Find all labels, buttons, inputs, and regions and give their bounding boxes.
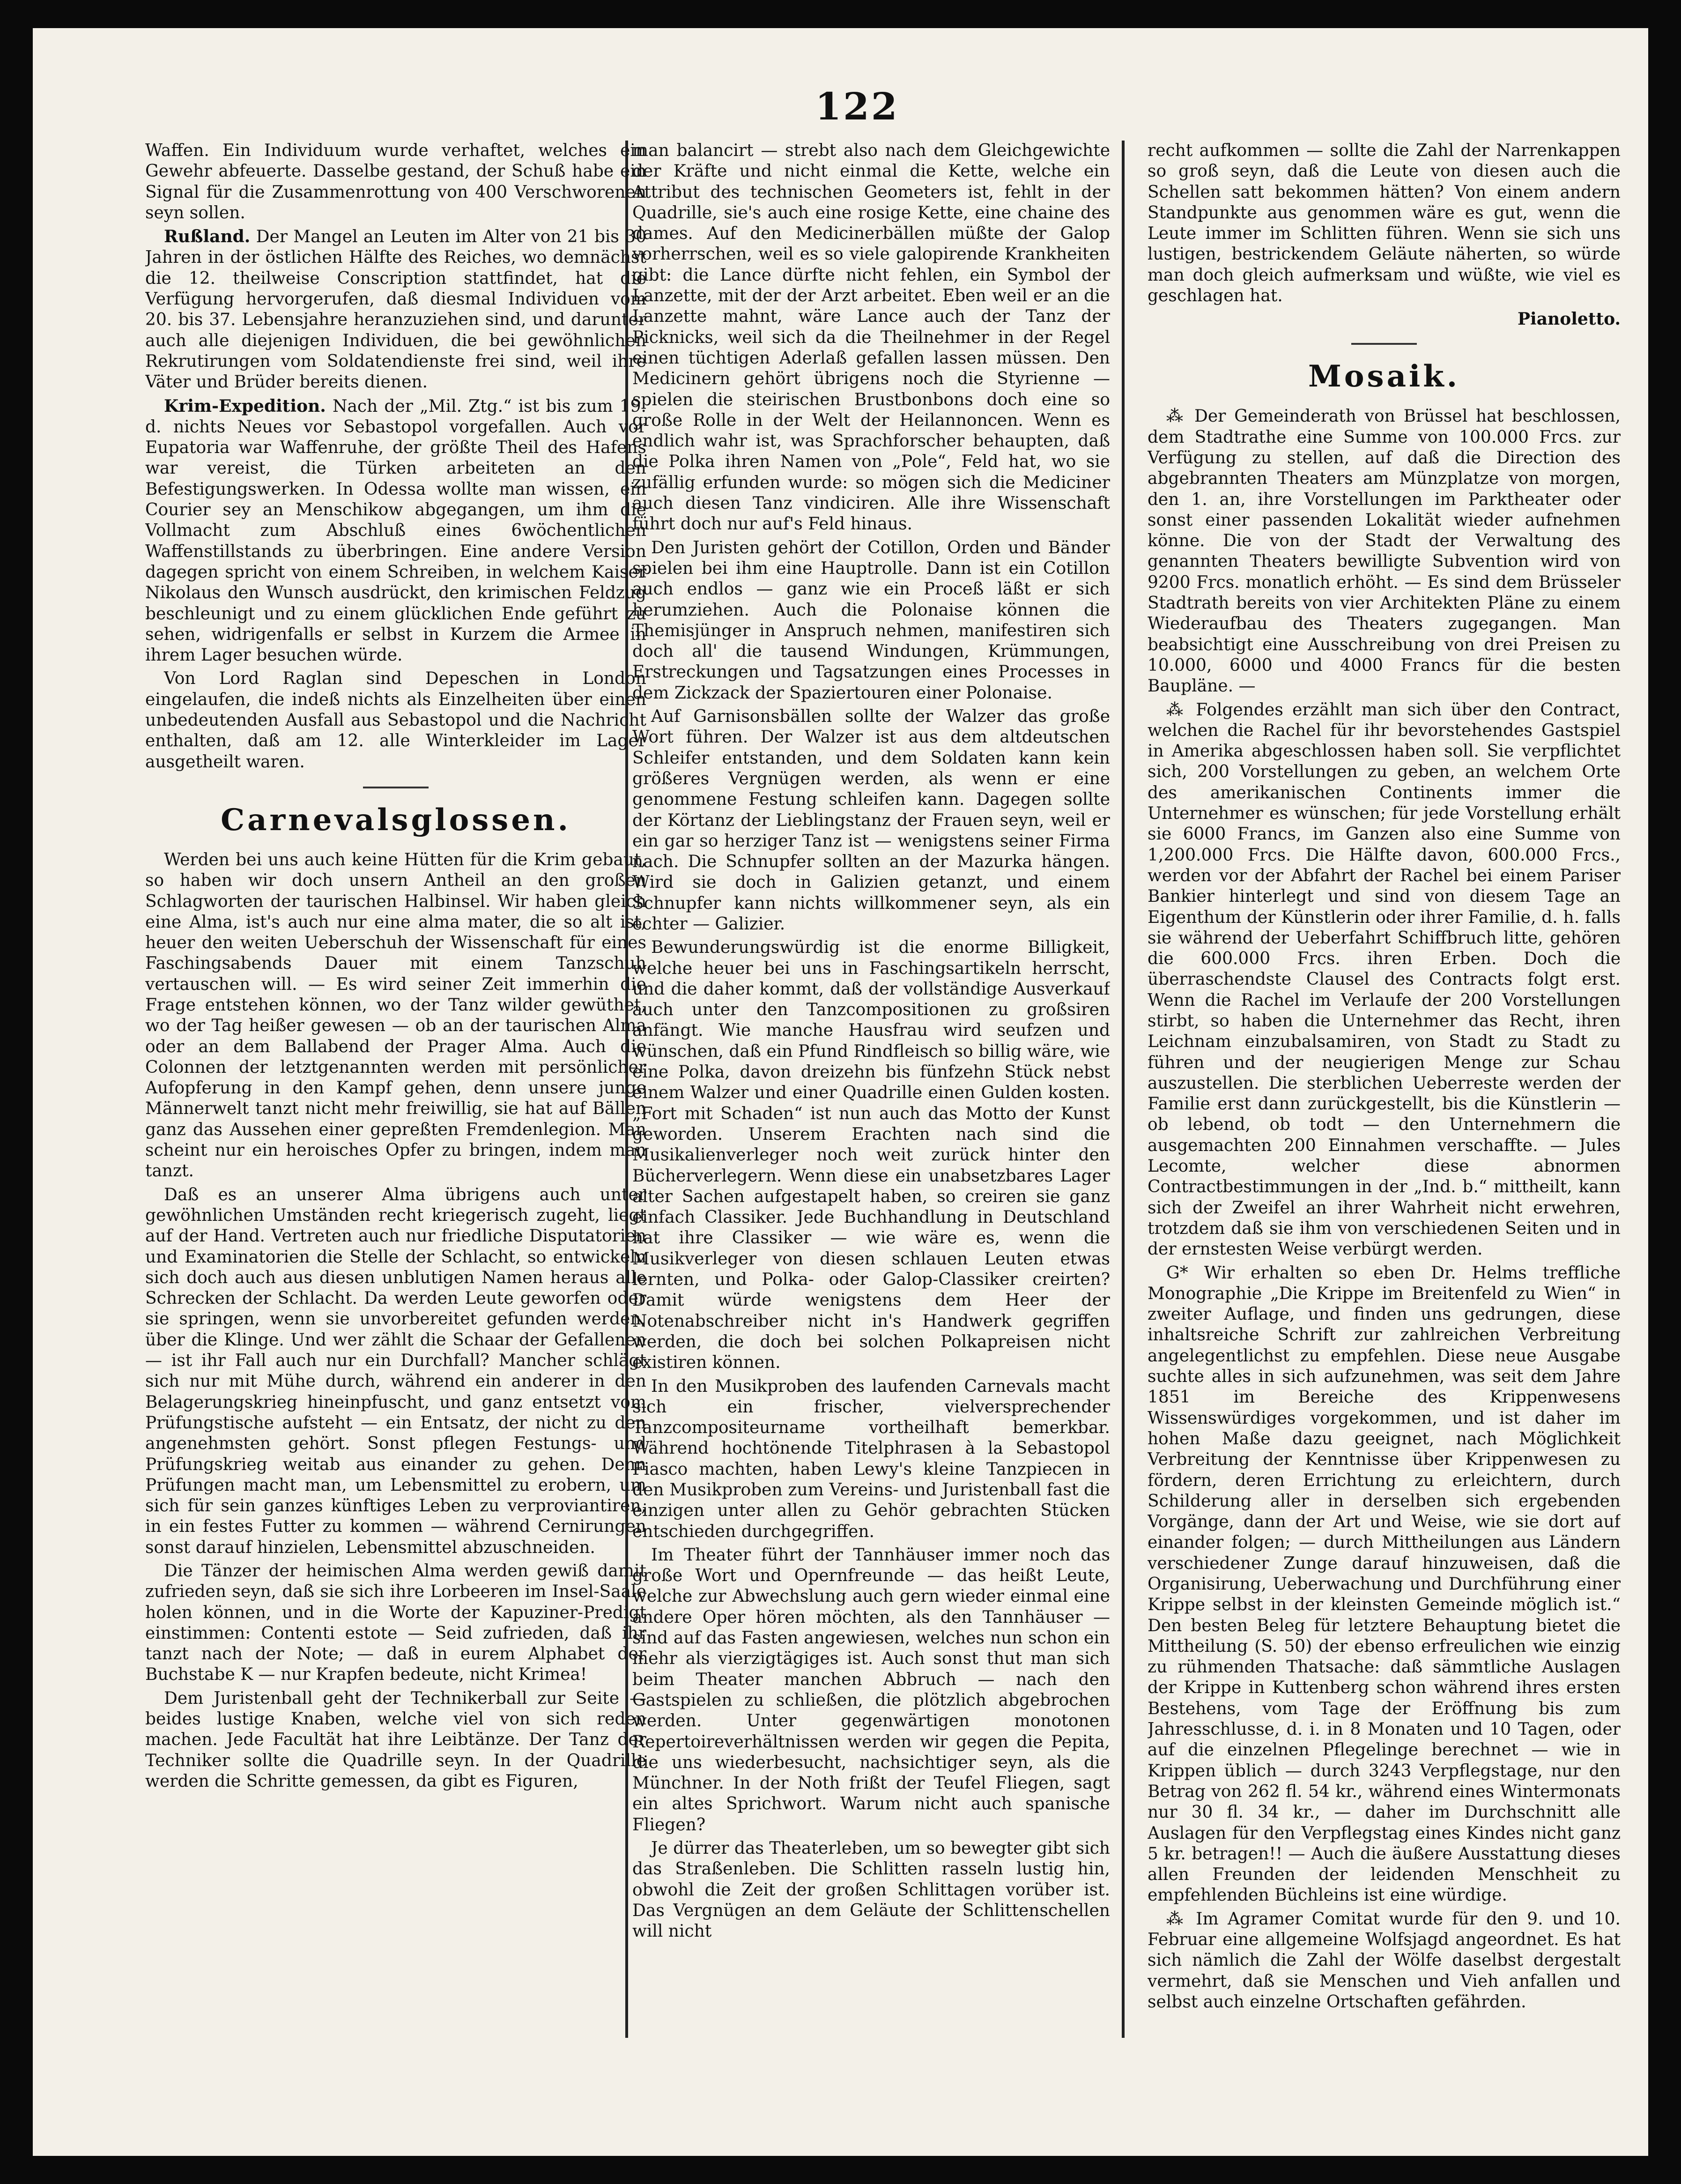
section-heading: Mosaik. [1308,359,1460,394]
section-divider [363,787,429,788]
article-paragraph: Die Tänzer der heimischen Alma werden gewiß damit zufrieden seyn, daß sie sich ihre Lorbeeren im Insel-Saale holen können, und in die Worte der Kapuziner-Predigt einstimmen: Contenti estote — Seid zufrieden, daß ihr tanzt nach der Note; — daß in eurem Alphabet der Buchstabe K — nur Krapfen bedeute, nicht Krimea! [145,1561,646,1685]
author-signature: Pianoletto. [1517,309,1621,329]
mosaic-item: ⁂ Der Gemeinderath von Brüssel hat beschlossen, dem Stadtrathe eine Summe von 100.000 Frcs. zur Verfügung zu stellen, auf daß die Direction des abgebrannten Theaters am Münzplatze von morgen, den 1. an, ihre Vorstellungen im Parktheater oder sonst einer passenden Lokalität wieder aufnehmen könne. Die von der Stadt der Verwaltung des genannten Theaters bewilligte Subvention wird von 9200 Frcs. monatlich erhöht. — Es sind dem Brüsseler Stadtrath bereits von vier Architekten Pläne zu einem Wiederaufbau des Theaters zugegangen. Man beabsichtigt eine Ausschreibung von drei Preisen zu 10.000, 6000 und 4000 Francs für die besten Baupläne. — [1148,407,1621,696]
article-paragraph: Bewunderungswürdig ist die enorme Billigkeit, welche heuer bei uns in Faschingsartikeln herrscht, und die daher kommt, daß der vollständige Ausverkauf auch unter den Tanzcompositionen zu großsiren anfängt. Wie manche Hausfrau wird seufzen und wünschen, daß ein Pfund Rindfleisch so billig wäre, wie eine Polka, davon dreizehn bis fünfzehn Stück nebst einem Walzer und einer Quadrille einen Gulden kosten. „Fort mit Schaden“ ist nun auch das Motto der Kunst geworden. Unserem Erachten nach sind die Musikalienverleger noch weit zurück hinter den Bücherverlegern. Wenn diese ein unabsetzbares Lager alter Sachen aufgestapelt haben, so creiren sie ganz einfach Classiker. Jede Buchhandlung in Deutschland hat ihre Classiker — wie wäre es, wenn die Musikverleger von diesen schlauen Leuten etwas lernten, und Polka- oder Galop-Classiker creirten? Damit würde wenigstens dem Heer der Notenabschreiber nicht in's Handwerk gegriffen werden, die doch bei solchen Polkapreisen nicht existiren können. [632,938,1110,1373]
article-paragraph: Auf Garnisonsbällen sollte der Walzer das große Wort führen. Der Walzer ist aus dem altdeutschen Schleifer entstanden, und dem Soldaten kann kein größeres Vergnügen werden, als wenn er eine genommene Festung schleifen kann. Dagegen sollte der Körtanz der Lieblingstanz der Frauen seyn, weil er ein gar so herziger Tanz ist — wenigstens seiner Firma nach. Die Schnupfer sollten an der Mazurka hängen. Wird sie doch in Galizien getanzt, und einem Schnupfer kann nichts willkommener seyn, als ein echter — Galizier. [632,707,1110,934]
column-left [145,141,646,2043]
article-paragraph: Werden bei uns auch keine Hütten für die Krim gebaut, so haben wir doch unsern Antheil an den großen Schlagworten der taurischen Halbinsel. Wir haben gleich eine Alma, ist's auch nur eine alma mater, die so alt ist, heuer den weiten Ueberschuh der Wissenschaft für eines Faschingsabends Dauer mit einem Tanzschuh vertauschen will. — Es wird seiner Zeit immerhin die Frage entstehen können, wo der Tanz wilder gewüthet, wo der Tag heißer gewesen — ob an der taurischen Alma oder an dem Ballabend der Prager Alma. Auch die Colonnen der letztgenannten werden mit persönlicher Aufopferung in den Kampf gehen, denn unsere junge Männerwelt tanzt nicht mehr freiwillig, sie hat auf Bällen ganz das Aussehen einer gepreßten Fremdenlegion. Man scheint nur ein heroisches Opfer zu bringen, indem man tanzt. [145,850,646,1181]
article-paragraph: Daß es an unserer Alma übrigens auch unter gewöhnlichen Umständen recht kriegerisch zugeht, liegt auf der Hand. Vertreten auch nur friedliche Disputatorien und Examinatorien die Stelle der Schlacht, so entwickeln sich doch auch aus diesen unblutigen Namen heraus alle Schrecken der Schlacht. Da werden Leute geworfen oder sie springen, wenn sie unvorbereitet gefunden werden, über die Klinge. Und wer zählt die Schaar der Gefallenen — ist ihr Fall auch nur ein Durchfall? Mancher schlägt sich nur mit Mühe durch, während ein anderer in den Belagerungskrieg hineinpfuscht, und ganz entsetzt vom Prüfungstische aufsteht — ein Entsatz, der nicht zu den angenehmsten gehört. Sonst pflegen Festungs- und Prüfungskrieg weitab aus einander zu gehen. Denn Prüfungen macht man, um Lebensmittel zu erobern, um sich für sein ganzes künftiges Leben zu verproviantiren, in ein festes Futter zu kommen — während Cernirungen sonst darauf hinzielen, Lebensmittel abzuschneiden. [145,1185,646,1557]
column-middle [632,141,1110,2043]
article-paragraph: Waffen. Ein Individuum wurde verhaftet, welches ein Gewehr abfeuerte. Dasselbe gestand, der Schuß habe ein Signal für die Zusammenrottung von 400 Verschworenen seyn sollen. [145,141,646,223]
news-text: Nach der „Mil. Ztg.“ ist bis zum 19. d. nichts Neues vor Sebastopol vorgefallen. Auch vor Eupatoria war Waffenruhe, der größte Theil des Hafens war vereist, die Türken arbeiteten an den Befestigungswerken. In Odessa wollte man wissen, ein Courier sey an Menschikow abgegangen, um ihm die Vollmacht zum Abschluß eines 6wöchentlichen Waffenstillstands zu überbringen. Eine andere Version dagegen spricht von einem Schreiben, in welchem Kaiser Nikolaus den Wunsch ausdrückt, den krimischen Feldzug beschleunigt und zu einem glücklichen Ende geführt zu sehen, widrigenfalls er selbst in Kurzem die Armee in ihrem Lager besuchen würde. [145,396,646,665]
section-heading: Carnevalsglossen. [221,802,571,838]
news-russland [145,226,646,393]
article-paragraph: Von Lord Raglan sind Depeschen in London eingelaufen, die indeß nichts als Einzelheiten über einen unbedeutenden Ausfall aus Sebastopol und die Nachricht enthalten, daß am 12. alle Winterkleider im Lager ausgetheilt waren. [145,669,646,772]
column-right [1148,141,1621,2043]
column-rule [1122,141,1125,2038]
news-krim [145,396,646,666]
article-paragraph: man balancirt — strebt also nach dem Gleichgewichte der Kräfte und nicht einmal die Kette, welche ein Attribut des technischen Geometers ist, fehlt in der Quadrille, sie's auch eine rosige Kette, eine chaine des dames. Auf den Medicinerbällen müßte der Galop vorherrschen, weil es so viele galopirende Krankheiten gibt: die Lance dürfte nicht fehlen, ein Symbol der Lanzette, mit der der Arzt arbeitet. Eben weil er an die Lanzette mahnt, wäre Lance auch der Tanz der Picknicks, weil sich da die Theilnehmer in der Regel einen tüchtigen Aderlaß gefallen lassen müssen. Den Medicinern gehört übrigens noch die Styrienne — spielen die steirischen Brustbonbons doch eine so große Rolle in der Welt der Heilannoncen. Wenn es endlich wahr ist, was Sprachforscher behaupten, daß die Polka ihren Namen von „Pole“, Feld hat, wo sie zufällig erfunden wurde: so mögen sich die Mediciner auch diesen Tanz vindiciren. Alle ihre Wissenschaft führt doch nur auf's Feld hinaus. [632,141,1110,534]
article-paragraph: Den Juristen gehört der Cotillon, Orden und Bänder spielen bei ihm eine Hauptrolle. Dann ist ein Cotillon auch endlos — ganz wie ein Proceß läßt er sich herumziehen. Auch die Polonaise können die Themisjünger in Anspruch nehmen, manifestiren sich doch all' die tausend Windungen, Krümmungen, Erstreckungen und Tagsatzungen eines Processes in dem Zickzack der Spaziertouren einer Polonaise. [632,538,1110,703]
mosaic-item: ⁂ Im Agramer Comitat wurde für den 9. und 10. Februar eine allgemeine Wolfsjagd angeordnet. Es hat sich nämlich die Zahl der Wölfe daselbst dergestalt vermehrt, daß sie Menschen und Vieh anfallen und selbst auch einzelne Ortschaften gefährden. [1148,1909,1621,2012]
mosaic-item: ⁂ Folgendes erzählt man sich über den Contract, welchen die Rachel für ihr bevorstehendes Gastspiel in Amerika abgeschlossen haben soll. Sie verpflichtet sich, 200 Vorstellungen zu geben, an welchem Orte des amerikanischen Continents immer die Unternehmer es wünschen; für jede Vorstellung erhält sie 6000 Francs, im Ganzen also eine Summe von 1,200.000 Frcs. Die Hälfte davon, 600.000 Frcs., werden vor der Abfahrt der Rachel bei einem Pariser Bankier hinterlegt und sind von diesem Tage an Eigenthum der Künstlerin oder ihrer Familie, d. h. falls sie während der Ueberfahrt Schiffbruch litte, gehören die 600.000 Frcs. ihren Erben. Doch die überraschendste Clausel des Contracts folgt erst. Wenn die Rachel im Verlaufe der 200 Vorstellungen stirbt, so haben die Unternehmer das Recht, ihren Leichnam einzubalsamiren, von Stadt zu Stadt zu führen und der neugierigen Menge zur Schau auszustellen. Die sterblichen Ueberreste werden der Familie erst dann zurückgestellt, bis die Künstlerin — ob lebend, ob todt — den Unternehmern die ausgemachten 200 Einnahmen verschaffte. — Jules Lecomte, welcher diese abnormen Contractbestimmungen in der „Ind. b.“ mittheilt, kann sich der Zweifel an ihrer Wahrheit nicht erwehren, trotzdem daß sie ihm von verschiedenen Seiten und in der ernstesten Weise verbürgt werden. [1148,700,1621,1259]
article-paragraph: In den Musikproben des laufenden Carnevals macht sich ein frischer, vielversprechender Tanzcompositeurname vortheilhaft bemerkbar. Während hochtönende Titelphrasen à la Sebastopol Fiasco machten, haben Lewy's kleine Tanzpiecen in den Musikproben zum Vereins- und Juristenball fast die einzigen unter allen zu Gehör gebrachten Stücken entschieden durchgegriffen. [632,1376,1110,1541]
section-divider [1351,343,1417,345]
article-paragraph: Je dürrer das Theaterleben, um so bewegter gibt sich das Straßenleben. Die Schlitten rasseln lustig hin, obwohl die Zeit der großen Schlittagen vorüber ist. Das Vergnügen an dem Geläute der Schlittenschellen will nicht [632,1839,1110,1941]
news-text: Der Mangel an Leuten im Alter von 21 bis 30 Jahren in der östlichen Hälfte des Reiches, wo demnächst die 12. theilweise Conscription stattfindet, hat die Verfügung hervorgerufen, daß diesmal Individuen vom 20. bis 37. Lebensjahre heranzuziehen sind, und darunter auch alle diejenigen Individuen, die bei gewöhnlichen Rekrutirungen vom Soldatendienste frei sind, weil ihre Väter und Brüder bereits dienen. [145,227,646,392]
article-paragraph: Dem Juristenball geht der Technikerball zur Seite — beides lustige Knaben, welche viel von sich reden machen. Jede Facultät hat ihre Leibtänze. Der Tanz der Techniker sollte die Quadrille seyn. In der Quadrille werden die Schritte gemessen, da gibt es Figuren, [145,1688,646,1791]
news-lead: Krim-Expedition. [164,396,326,416]
article-paragraph: Im Theater führt der Tannhäuser immer noch das große Wort und Opernfreunde — das heißt Leute, welche zur Abwechslung auch gern wieder einmal eine andere Oper hören möchten, als den Tannhäuser — sind auf das Fasten angewiesen, welches nun schon ein mehr als vierzigtägiges ist. Auch sonst thut man sich beim Theater manchen Abbruch — nach den Gastspielen zu schließen, die plötzlich abgebrochen werden. Unter gegenwärtigen monotonen Repertoireverhältnissen werden wir gegen die Pepita, die uns wiederbesucht, nachsichtiger seyn, als die Münchner. In der Noth frißt der Teufel Fliegen, sagt ein altes Sprichwort. Warum nicht auch spanische Fliegen? [632,1545,1110,1835]
newspaper-page [33,28,1648,2156]
article-paragraph: recht aufkommen — sollte die Zahl der Narrenkappen so groß seyn, daß die Leute von diesen auch die Schellen satt bekommen hätten? Von einem andern Standpunkte aus genommen wäre es gut, wenn die Leute immer im Schlitten führen. Wenn sie sich uns lustigen, bestrickendem Geläute näherten, so würde man doch gleich aufmerksam und wüßte, wie viel es geschlagen hat. [1148,141,1621,306]
page-number: 122 [815,84,899,128]
mosaic-item: G* Wir erhalten so eben Dr. Helms treffliche Monographie „Die Krippe im Breitenfeld zu Wien“ in zweiter Auflage, und finden uns gedrungen, diese inhaltsreiche Schrift zur zahlreichen Verbreitung angelegentlichst zu empfehlen. Diese neue Ausgabe suchte alles in sich aufzunehmen, was seit dem Jahre 1851 im Bereiche des Krippenwesens Wissenswürdiges vorgekommen, und ist daher im hohen Maße dazu geeignet, nach Möglichkeit Verbreitung der Kenntnisse über Krippenwesen zu fördern, deren Errichtung zu erleichtern, durch Schilderung aller in derselben sich ergebenden Vorgänge, dann der Art und Weise, wie sie dort auf einander folgen; — durch Mittheilungen aus Ländern verschiedener Zunge darauf hinzuweisen, daß die Organisirung, Ueberwachung und Durchführung einer Krippe selbst in der kleinsten Gemeinde möglich ist.“ Den besten Beleg für letztere Behauptung bietet die Mittheilung (S. 50) der ebenso erfreulichen wie einzig zu rühmenden Thatsache: daß sämmtliche Auslagen der Krippe in Kuttenberg schon während ihres ersten Bestehens, vom Tage der Eröffnung bis zum Jahresschlusse, d. i. in 8 Monaten und 10 Tagen, oder auf die einzelnen Pflegelinge berechnet — wie in Krippen üblich — durch 3243 Verpflegstage, nur den Betrag von 262 fl. 54 kr., während eines Wintermonats nur 30 fl. 34 kr., — daher im Durchschnitt alle Auslagen für den Verpflegstag eines Kindes nicht ganz 5 kr. betragen!! — Auch die äußere Ausstattung dieses allen Freunden der leidenden Menschheit zu empfehlenden Büchleins ist eine würdige. [1148,1263,1621,1905]
news-lead: Rußland. [164,227,251,247]
